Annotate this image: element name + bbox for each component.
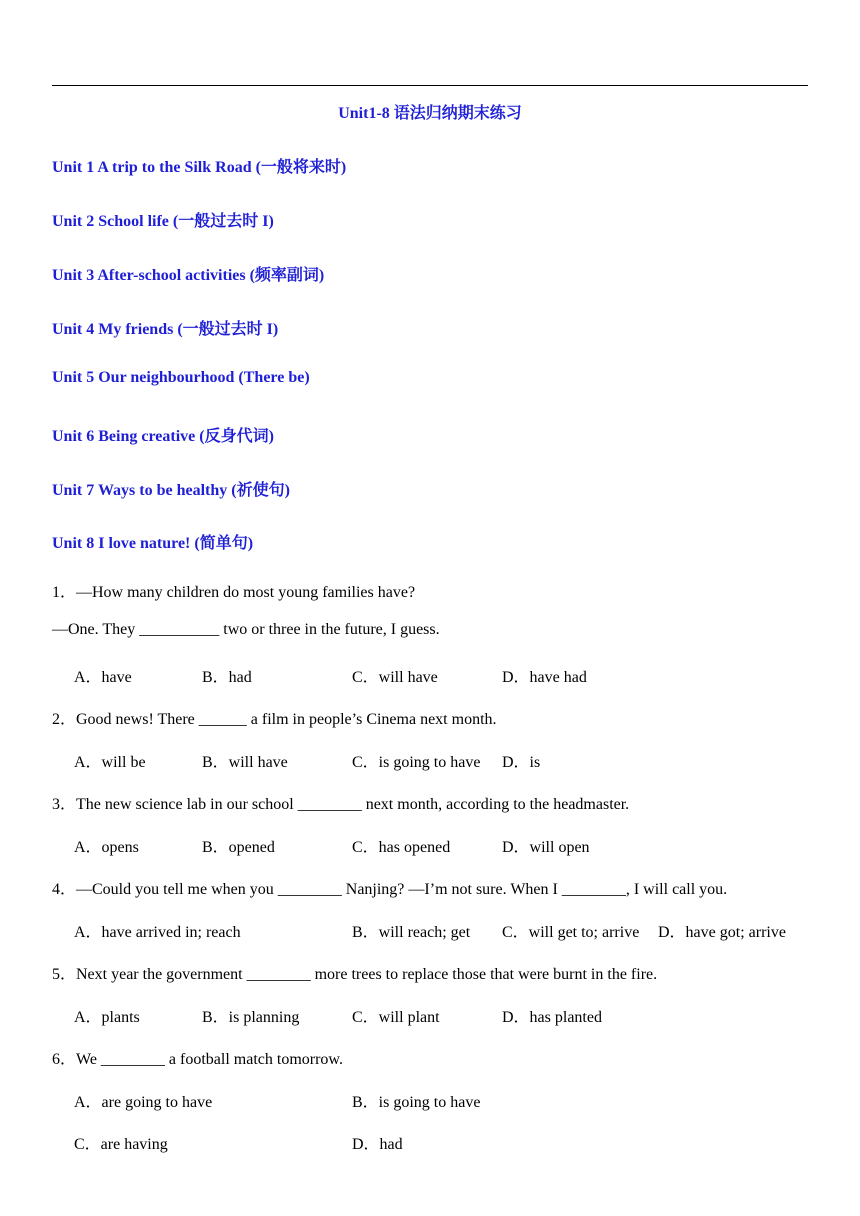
question-5-option-a: A．plants bbox=[74, 1009, 140, 1026]
unit-heading-8: Unit 8 I love nature! (简单句) bbox=[52, 535, 254, 552]
question-2-option-d: D．is bbox=[502, 754, 541, 771]
question-2-option-b: B．will have bbox=[202, 754, 288, 771]
question-3-option-c: C．has opened bbox=[352, 839, 451, 856]
question-3-option-d: D．will open bbox=[502, 839, 590, 856]
question-6-option-a: A．are going to have bbox=[74, 1094, 213, 1111]
header-rule bbox=[52, 85, 808, 86]
unit-heading-7: Unit 7 Ways to be healthy (祈使句) bbox=[52, 482, 290, 499]
question-6-stem: 6．We ________ a football match tomorrow. bbox=[52, 1051, 343, 1068]
question-6-option-c: C．are having bbox=[74, 1136, 168, 1153]
question-4-option-a: A．have arrived in; reach bbox=[74, 924, 241, 941]
question-1-option-b: B．had bbox=[202, 669, 252, 686]
question-3-option-b: B．opened bbox=[202, 839, 275, 856]
question-6-option-d: D．had bbox=[352, 1136, 403, 1153]
question-4-option-d: D．have got; arrive bbox=[658, 924, 786, 941]
question-4-option-c: C．will get to; arrive bbox=[502, 924, 640, 941]
question-2-stem: 2．Good news! There ______ a film in people’s Cinema next month. bbox=[52, 711, 497, 728]
question-3-stem: 3．The new science lab in our school ________ next month, according to the headmaster. bbox=[52, 796, 630, 813]
question-5-option-d: D．has planted bbox=[502, 1009, 602, 1026]
question-4-stem: 4．—Could you tell me when you ________ Nanjing? —I’m not sure. When I ________, I will call you. bbox=[52, 881, 728, 898]
question-4-option-b: B．will reach; get bbox=[352, 924, 471, 941]
question-6-option-b: B．is going to have bbox=[352, 1094, 481, 1111]
unit-heading-5: Unit 5 Our neighbourhood (There be) bbox=[52, 369, 310, 386]
question-5-stem: 5．Next year the government ________ more trees to replace those that were burnt in the fire. bbox=[52, 966, 658, 983]
question-1-option-a: A．have bbox=[74, 669, 132, 686]
question-2-option-a: A．will be bbox=[74, 754, 146, 771]
unit-heading-4: Unit 4 My friends (一般过去时 I) bbox=[52, 321, 279, 338]
question-1-option-d: D．have had bbox=[502, 669, 587, 686]
question-1-stem-line-2: —One. They __________ two or three in the future, I guess. bbox=[52, 621, 440, 638]
question-5-option-c: C．will plant bbox=[352, 1009, 440, 1026]
question-3-option-a: A．opens bbox=[74, 839, 139, 856]
question-1-option-c: C．will have bbox=[352, 669, 438, 686]
question-1-stem: 1．—How many children do most young families have? bbox=[52, 584, 416, 601]
unit-heading-6: Unit 6 Being creative (反身代词) bbox=[52, 428, 274, 445]
unit-heading-1: Unit 1 A trip to the Silk Road (一般将来时) bbox=[52, 159, 347, 176]
unit-heading-2: Unit 2 School life (一般过去时 I) bbox=[52, 213, 274, 230]
question-5-option-b: B．is planning bbox=[202, 1009, 300, 1026]
page-title: Unit1-8 语法归纳期末练习 bbox=[338, 105, 522, 122]
question-2-option-c: C．is going to have bbox=[352, 754, 481, 771]
unit-heading-3: Unit 3 After-school activities (频率副词) bbox=[52, 267, 325, 284]
